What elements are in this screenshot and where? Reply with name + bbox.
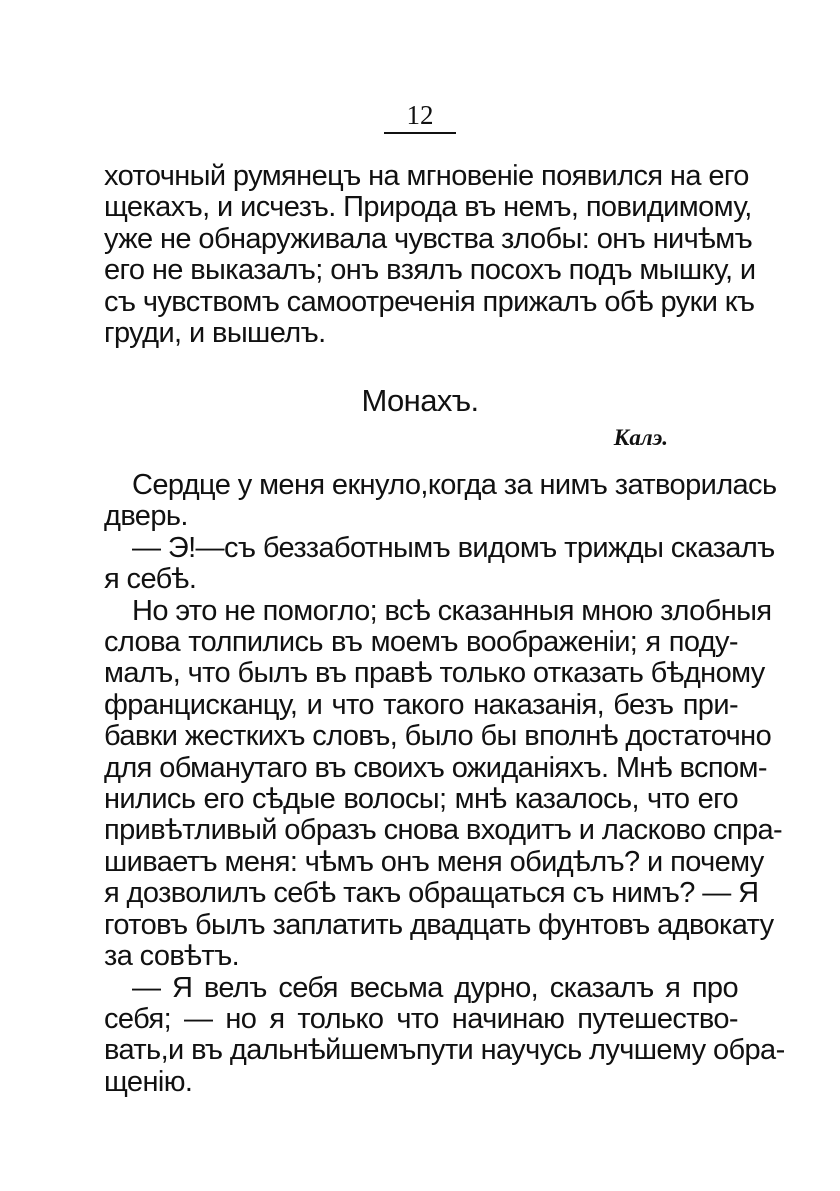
continuation-paragraph — [104, 160, 756, 350]
text-line: щекахъ, и исчезъ. Природа въ немъ, повидимому, — [104, 191, 752, 224]
text-line: малъ, что былъ въ правѣ только отказать бѣдному — [104, 657, 765, 690]
text-line: груди, и вышелъ. — [104, 317, 326, 350]
paragraph-4 — [104, 971, 785, 1099]
text-line: его не выказалъ; онъ взялъ посохъ подъ мышку, и — [104, 254, 756, 287]
text-line: щенію. — [104, 1065, 193, 1098]
text-line: — Э!—съ беззаботнымъ видомъ трижды сказалъ — [132, 531, 775, 564]
text-line: дверь. — [104, 500, 188, 533]
text-line: привѣтливый образъ снова входитъ и ласково спра- — [104, 814, 783, 847]
paragraph-3 — [104, 594, 783, 973]
text-line: Сердце у меня екнуло,когда за нимъ затворилась — [132, 469, 777, 501]
text-line: нились его сѣдые волосы; мнѣ казалось, что его — [104, 783, 738, 816]
text-line: бавки жесткихъ словъ, было бы вполнѣ достаточно — [104, 720, 772, 753]
page-number: 12 — [384, 100, 456, 134]
text-line: францисканцу, и что такого наказанія, безъ при- — [104, 688, 738, 721]
text-line: вать,и въ дальнѣйшемъпути научусь лучшему обра- — [104, 1034, 785, 1067]
text-line: для обманутаго въ своихъ ожиданіяхъ. Мнѣ вспом- — [104, 751, 767, 784]
text-line: уже не обнаруживала чувства злобы: онъ ничѣмъ — [104, 222, 753, 255]
paragraph-2 — [104, 531, 775, 596]
text-line: я дозволилъ себѣ такъ обращаться съ нимъ? — Я — [104, 877, 759, 910]
paragraph-1 — [104, 469, 777, 533]
text-line: себя; — но я только что начинаю путешество- — [104, 1002, 738, 1035]
text-line: съ чувствомъ самоотреченія прижалъ обѣ руки къ — [104, 285, 755, 318]
section-title: Монахъ. — [361, 383, 479, 418]
section-body — [104, 469, 785, 1098]
text-line: за совѣтъ. — [104, 940, 240, 973]
text-line: слова толпились въ моемъ воображеніи; я поду- — [104, 626, 738, 659]
text-line: — Я велъ себя весьма дурно, сказалъ я про — [132, 971, 738, 1004]
text-line: хоточный румянецъ на мгновеніе появился на его — [104, 160, 749, 192]
section-author: Калэ. — [613, 425, 668, 450]
text-line: готовъ былъ заплатить двадцать фунтовъ адвокату — [104, 908, 774, 941]
text-line: шиваетъ меня: чѣмъ онъ меня обидѣлъ? и почему — [104, 845, 764, 878]
text-line: я себѣ. — [104, 563, 197, 596]
text-line: Но это не помогло; всѣ сказанныя мною злобныя — [132, 594, 772, 627]
